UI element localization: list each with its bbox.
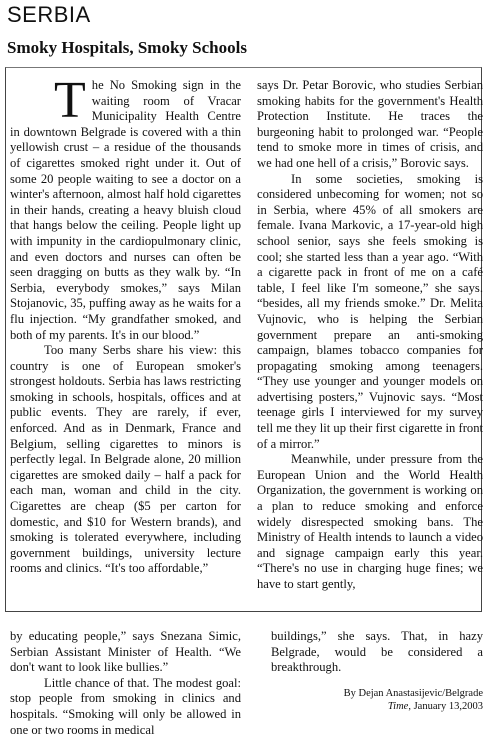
publication-name: Time (387, 701, 409, 712)
paragraph-text: he No Smoking sign in the waiting room of Vracar Municipality Health Centre in downtown Belgrade is covered with a thin yellowish crust – a residue of the thousands of cigarettes smoked right under it. Out of some 20 people waiting to see a doctor on a winter's afternoon, almost half hold cigarettes in their hands, creating a heavy bluish cloud that hangs below the ceiling. People light up with impunity in the cardiopulmonary clinic, and even doctors and nurses can often be seen dragging on butts as they walk by. “In Serbia, everybody smokes,” says Milan Stojanovic, 35, puffing away as he waits for a flu injection. “My grandfather smoked, and both of my parents. It's in our blood.” (10, 78, 241, 342)
paragraph: Little chance of that. The modest goal: stop people from smoking in clinics and hospitals. “Smoking will only be allowed in one or two rooms in medical (10, 675, 241, 737)
publication-credit (344, 700, 483, 713)
paragraph: buildings,” she says. That, in hazy Belgrade, would be considered a breakthrough. (271, 629, 483, 675)
paragraph: Meanwhile, under pressure from the European Union and the World Health Organization, the government is working on a plan to reduce smoking and enforce widely disrespected smoking bans. The Ministry of Health intends to launch a video and signage campaign early this year. “There's no use in charging huge fines; we have to start gently, (257, 452, 483, 591)
column-1 (10, 72, 241, 577)
column-3 (10, 629, 241, 738)
section-title: SERBIA (7, 2, 91, 27)
column-4 (271, 629, 483, 676)
byline (344, 687, 483, 713)
article-headline: Smoky Hospitals, Smoky Schools (7, 38, 247, 57)
drop-cap: T (54, 72, 86, 129)
paragraph (10, 72, 241, 343)
paragraph: says Dr. Petar Borovic, who studies Serbian smoking habits for the government's Health Protection Institute. He traces the burgeoning habit to prolonged war. “People tend to smoke more in times of crisis, and we had one hell of a crisis,” Borovic says. (257, 78, 483, 170)
paragraph: by educating people,” says Snezana Simic, Serbian Assistant Minister of Health. “We don't want to look like bullies.” (10, 629, 241, 675)
author-credit: By Dejan Anastasijevic/Belgrade (343, 688, 483, 699)
column-2 (257, 78, 483, 593)
paragraph: In some societies, smoking is considered unbecoming for women; not so in Serbia, where 45% of all smokers are female. Ivana Markovic, a 17-year-old high school senior, says she feels smoking is cool; she started less than a year ago. “With a cigarette pack in front of me on a café table, I feel like I'm someone,” she says. “besides, all my friends smoke.” Dr. Melita Vujnovic, who is helping the Serbian government prepare an anti-smoking campaign, blames tobacco companies for propagating smoking among teenagers. “They use younger and younger models on advertising posters,” Vujnovic says. “Most teenage girls I interviewed for my survey tell me they lit up their first cigarette in front of a mirror.” (257, 171, 483, 451)
publication-date: , January 13,2003 (408, 701, 483, 712)
paragraph: Too many Serbs share his view: this country is one of European smoker's strongest holdouts. Serbia has laws restricting smoking in schools, hospitals, offices and at public events. They are rarely, if ever, enforced. And as in Denmark, France and Belgium, selling cigarettes to minors is perfectly legal. In Belgrade alone, 20 million cigarettes are smoked daily – half a pack for each man, woman and child in the city. Cigarettes are cheap ($5 per carton for domestic, and $10 for Western brands), and smoking is tolerated everywhere, including government buildings, university lecture rooms and clinics. “It's too affordable,” (10, 343, 241, 576)
